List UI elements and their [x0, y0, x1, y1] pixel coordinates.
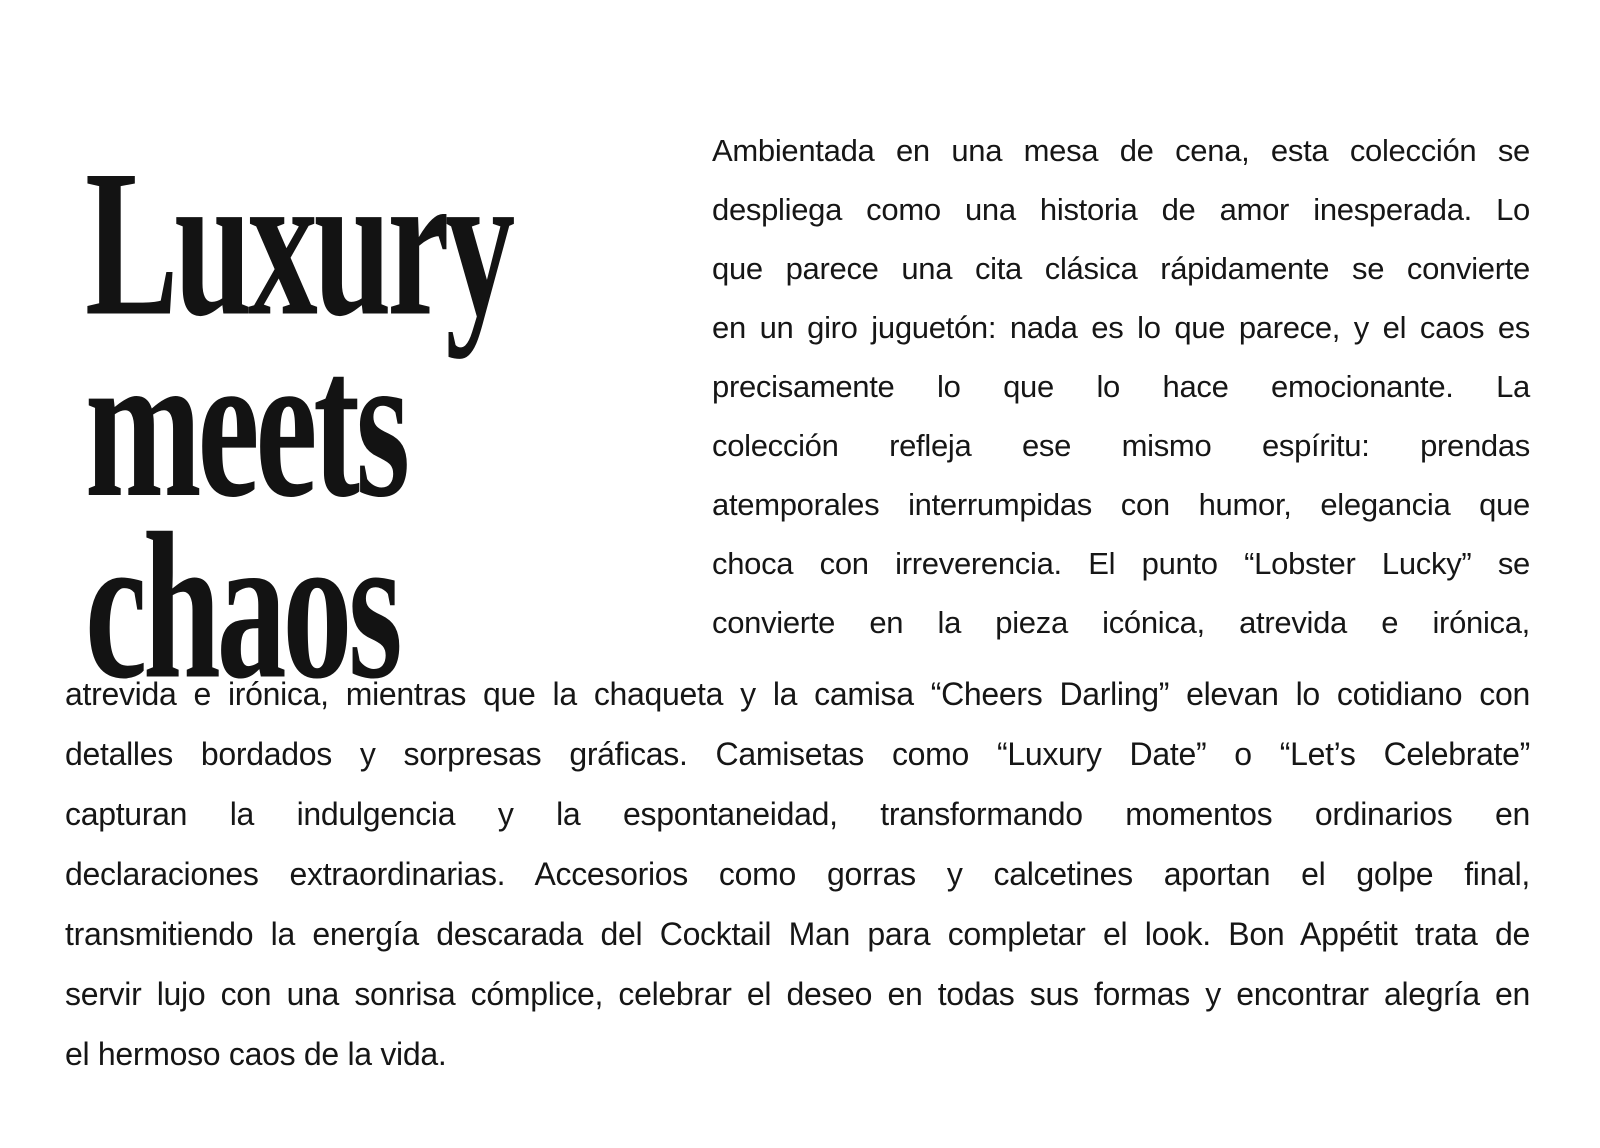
text-line: meets: [85, 308, 407, 542]
text-line: chaos: [85, 490, 399, 723]
text-line: Luxury: [85, 127, 512, 360]
text-line: choca con irreverencia. El punto “Lobster Lucky” se: [712, 546, 1530, 581]
text-line: atemporales interrumpidas con humor, elegancia que: [712, 487, 1530, 522]
text-line: servir lujo con una sonrisa cómplice, celebrar el deseo en todas sus formas y encontrar alegría en: [65, 976, 1530, 1012]
text-line: precisamente lo que lo hace emocionante. La: [712, 369, 1530, 404]
text-line: que parece una cita clásica rápidamente se convierte: [712, 251, 1530, 286]
text-line: en un giro juguetón: nada es lo que parece, y el caos es: [712, 310, 1530, 345]
text-line: Ambientada en una mesa de cena, esta colección se: [712, 133, 1530, 168]
text-line: atrevida e irónica, mientras que la chaqueta y la camisa “Cheers Darling” elevan lo cotidiano con: [65, 676, 1530, 712]
body-paragraph: [65, 664, 1530, 1084]
text-line: capturan la indulgencia y la espontaneidad, transformando momentos ordinarios en: [65, 796, 1530, 832]
text-line: despliega como una historia de amor inesperada. Lo: [712, 192, 1530, 227]
text-line: detalles bordados y sorpresas gráficas. Camisetas como “Luxury Date” o “Let’s Celebrate”: [65, 736, 1530, 772]
page-title: [85, 127, 512, 723]
text-line: el hermoso caos de la vida.: [65, 1036, 447, 1072]
text-line: transmitiendo la energía descarada del Cocktail Man para completar el look. Bon Appétit trata de: [65, 916, 1530, 952]
text-line: colección refleja ese mismo espíritu: prendas: [712, 428, 1530, 463]
text-line: convierte en la pieza icónica, atrevida e irónica,: [712, 605, 1530, 640]
intro-paragraph: [712, 121, 1530, 652]
text-line: declaraciones extraordinarias. Accesorios como gorras y calcetines aportan el golpe final,: [65, 856, 1530, 892]
